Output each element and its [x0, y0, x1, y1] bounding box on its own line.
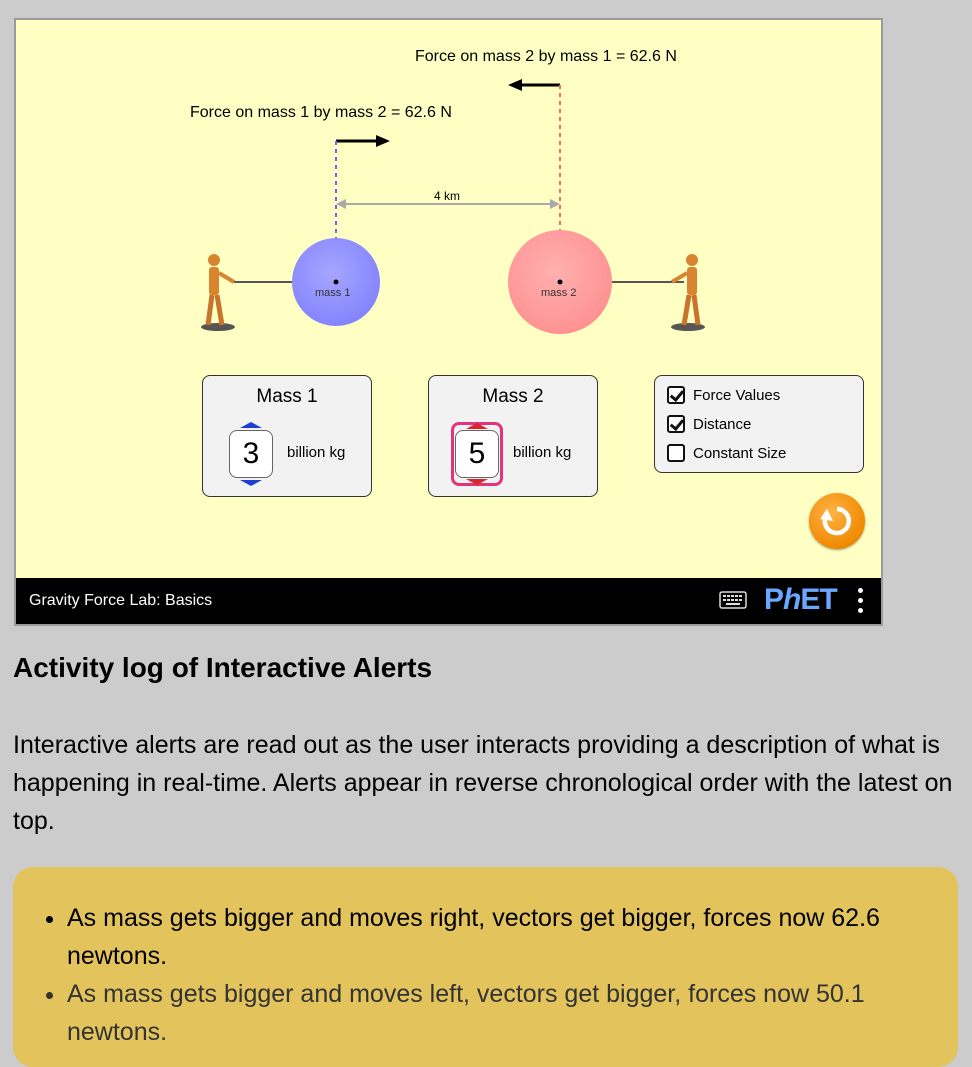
navigation-bar [16, 578, 881, 624]
mass-1-value: 3 [229, 430, 273, 478]
puller-right-figure [671, 254, 705, 331]
reset-icon [809, 493, 865, 549]
mass-1-spinner[interactable] [225, 422, 277, 486]
mass-2-unit: billion kg [513, 444, 572, 461]
mass-2-value: 5 [455, 430, 499, 478]
force-label-mass-2: Force on mass 2 by mass 1 = 62.6 N [415, 48, 677, 65]
simulation-frame [14, 18, 883, 626]
intro-paragraph: Interactive alerts are read out as the user interacts providing a description of what is happening in real-time. Alerts appear in reverse chronological order with the latest on top. [13, 731, 953, 835]
mass-2-decrement-icon[interactable] [466, 479, 488, 485]
alert-item: • As mass gets bigger and moves right, vectors get bigger, forces now 62.6 newtons. [67, 899, 943, 975]
keyboard-icon[interactable] [719, 591, 747, 609]
phet-logo-et: ET [800, 583, 837, 616]
mass-2-spinner[interactable] [451, 422, 503, 486]
mass-2-label: mass 2 [541, 287, 577, 299]
mass-1-decrement-icon[interactable] [240, 480, 262, 486]
force-arrow-mass-1 [336, 135, 390, 147]
alerts-list [13, 899, 943, 1051]
menu-dots-icon[interactable] [856, 588, 864, 618]
mass-1-label: mass 1 [315, 287, 351, 299]
puller-left-figure [201, 254, 235, 331]
checkbox-constant-size[interactable] [667, 443, 786, 463]
options-panel [654, 375, 864, 473]
checkbox-label: Distance [693, 415, 752, 433]
checkbox-distance[interactable] [667, 414, 751, 434]
activity-log-heading: Activity log of Interactive Alerts [13, 652, 433, 683]
alerts-panel [13, 867, 958, 1067]
distance-label: 4 km [434, 189, 461, 203]
phet-logo-h: h [783, 583, 801, 616]
checkbox-force-values[interactable] [667, 385, 780, 405]
checkbox-label: Constant Size [693, 444, 787, 462]
checkbox-icon[interactable] [667, 386, 685, 404]
mass-2-panel-title: Mass 2 [482, 386, 544, 407]
mass-2-center-dot [558, 280, 563, 285]
mass-1-increment-icon[interactable] [240, 422, 262, 428]
mass-1-center-dot [334, 280, 339, 285]
alert-item: • As mass gets bigger and moves left, vectors get bigger, forces now 50.1 newtons. [67, 975, 943, 1051]
checkbox-label: Force Values [693, 386, 781, 404]
sim-title: Gravity Force Lab: Basics [29, 592, 213, 609]
mass-1-unit: billion kg [287, 444, 346, 461]
mass-1-panel-title: Mass 1 [256, 386, 318, 407]
phet-logo[interactable] [764, 583, 837, 617]
force-label-mass-1: Force on mass 1 by mass 2 = 62.6 N [190, 104, 452, 121]
reset-all-button[interactable] [809, 493, 865, 549]
checkbox-icon[interactable] [667, 415, 685, 433]
mass-2-increment-icon[interactable] [466, 423, 488, 429]
play-area [16, 20, 881, 580]
mass-2-control-panel [428, 375, 598, 497]
force-arrow-mass-2 [508, 79, 560, 91]
checkbox-icon[interactable] [667, 444, 685, 462]
phet-logo-p: P [764, 583, 784, 616]
mass-1-control-panel [202, 375, 372, 497]
